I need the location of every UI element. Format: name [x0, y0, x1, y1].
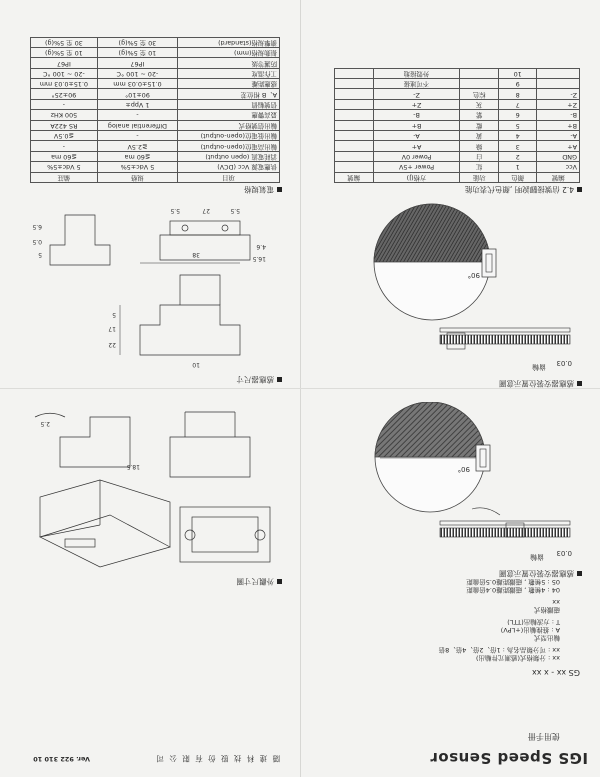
gear-wheel-hatched: [375, 402, 485, 457]
table-cell: 90±10°: [97, 89, 177, 99]
table-cell: [335, 162, 374, 172]
table-cell: [335, 141, 374, 151]
table-row: [31, 47, 280, 57]
table-row: [31, 162, 280, 172]
table-cell: 10 至 5%(g): [97, 47, 177, 57]
table-cell: 6: [498, 110, 536, 120]
table-cell: [335, 120, 374, 130]
table-cell: -20 ~ 100 °C: [31, 68, 98, 78]
table-row: [335, 120, 580, 130]
table-cell: -: [97, 110, 177, 120]
sensor-block: [482, 249, 496, 277]
table-cell: 500 KHz: [31, 110, 98, 120]
table-cell: 5: [498, 120, 536, 130]
table-header-row: [31, 172, 280, 182]
table-cell: B-: [373, 110, 460, 120]
angle-label: 90°: [467, 271, 480, 279]
table-cell: Z-: [373, 89, 460, 99]
dim-label: 22: [108, 341, 116, 348]
dim-label: 27: [202, 207, 210, 214]
table-row: [335, 99, 580, 109]
table-cell: [335, 68, 374, 78]
table-cell: 棕色: [460, 89, 498, 99]
table-cell: 白: [460, 151, 498, 161]
table-cell: 振動規格(mm): [178, 47, 280, 57]
table-cell: A-: [373, 131, 460, 141]
table-cell: 供應電源 Vcc (DCV): [178, 162, 280, 172]
table-cell: A-: [537, 131, 580, 141]
table-cell: [335, 110, 374, 120]
table-row: [31, 120, 280, 130]
table-cell: Vcc: [537, 162, 580, 172]
spec-table-body: [31, 37, 280, 182]
table-cell: 紫: [460, 110, 498, 120]
dim-label: 17: [108, 325, 116, 332]
table-cell: ≧2.5V: [97, 141, 177, 151]
table-cell: ≦0.5V: [31, 131, 98, 141]
model-line: 輸出型式: [534, 634, 560, 642]
table-cell: -: [31, 141, 98, 151]
table-cell: B+: [537, 120, 580, 130]
gear-label: 齒輪: [530, 553, 544, 561]
appearance-drawings: [10, 397, 280, 577]
table-row: [31, 58, 280, 68]
column-header: 編號: [335, 172, 374, 182]
gear-label: 齒輪: [532, 363, 546, 371]
table-cell: 衝擊規格(standard): [178, 37, 280, 47]
model-line: xx : 分類格式(感測元件輸出): [475, 654, 560, 662]
table-row: [31, 131, 280, 141]
table-cell: 不可連接: [373, 79, 460, 89]
table-cell: IP67: [97, 58, 177, 68]
table-row: [335, 68, 580, 78]
section-marker-icon: [277, 377, 282, 382]
table-cell: [335, 131, 374, 141]
table-cell: 8: [498, 89, 536, 99]
dim-label: 4.6: [256, 243, 266, 250]
model-line: xx: [552, 598, 560, 606]
table-header-row: [335, 172, 580, 182]
table-cell: A+: [537, 141, 580, 151]
table-cell: 10: [498, 68, 536, 78]
section-marker-icon: [577, 381, 582, 386]
table-cell: 5 Vdc±5%: [31, 162, 98, 172]
table-row: [335, 151, 580, 161]
table-row: [335, 162, 580, 172]
model-line: 04 : 4極數 , 磁鐵距離0.4倍齒距: [466, 586, 560, 594]
dim-label: 5: [112, 311, 116, 318]
table-cell: Differential analog: [97, 120, 177, 130]
section-electrical: 電氣規格: [244, 184, 282, 195]
gear-rack: [440, 335, 570, 344]
table-cell: 黃: [460, 131, 498, 141]
table-cell: Power 0V: [373, 151, 460, 161]
table-cell: ≦60 ma: [97, 151, 177, 161]
gap-label: 0.03: [556, 359, 572, 367]
column-header: 項目: [178, 172, 280, 182]
table-cell: 2: [498, 151, 536, 161]
table-cell: A、B 相位差: [178, 89, 280, 99]
section-marker-icon: [577, 187, 582, 192]
dim-label: 6.5: [32, 223, 42, 230]
table-cell: 1: [498, 162, 536, 172]
column-header: 編號: [537, 172, 580, 182]
table-cell: [335, 99, 374, 109]
table-cell: [537, 79, 580, 89]
table-cell: 0.15±0.03 mm: [31, 79, 98, 89]
table-cell: GND: [537, 151, 580, 161]
section-install-a: 感應器安裝位置示意圖: [499, 568, 582, 579]
company-name: 隱 達 科 技 股 份 有 限 公 司: [155, 754, 280, 763]
table-row: [335, 141, 580, 151]
table-cell: B+: [373, 120, 460, 130]
table-cell: Power +5V: [373, 162, 460, 172]
dim-label: 0.5: [32, 238, 42, 245]
dim-label: 5.5: [170, 207, 180, 214]
dim-label: 5.5: [230, 207, 240, 214]
spec-table: [30, 37, 280, 183]
table-row: [31, 68, 280, 78]
dimension-drawings: [10, 205, 280, 375]
model-code: GS xx - x xx: [531, 668, 580, 677]
dim-label: 5: [38, 251, 42, 258]
table-cell: 灰: [460, 99, 498, 109]
section-dimensions: 感應器尺寸: [237, 374, 283, 385]
table-cell: [460, 79, 498, 89]
table-cell: -: [97, 131, 177, 141]
table-cell: A+: [373, 141, 460, 151]
table-row: [335, 79, 580, 89]
table-cell: 90±25°: [31, 89, 98, 99]
table-cell: Z-: [537, 89, 580, 99]
install-diagram-b: [340, 202, 580, 377]
table-cell: -: [31, 99, 98, 109]
table-cell: [537, 68, 580, 78]
table-cell: 30 至 5%(g): [97, 37, 177, 47]
table-cell: 最高響應: [178, 110, 280, 120]
table-cell: 輸出高電位(open-output): [178, 141, 280, 151]
manual-subtitle: 使用手冊: [528, 732, 560, 741]
dim-label: 10: [192, 361, 200, 368]
table-row: [31, 141, 280, 151]
table-cell: IP67: [31, 58, 98, 68]
column-header: 備註: [31, 172, 98, 182]
table-cell: 9: [498, 79, 536, 89]
angle-label: 90°: [457, 465, 470, 473]
section-marker-icon: [277, 579, 282, 584]
table-cell: Z+: [537, 99, 580, 109]
gear-rack: [440, 528, 570, 537]
table-cell: Z+: [373, 99, 460, 109]
table-cell: -20 ~ 100 °C: [97, 68, 177, 78]
model-code-list: [439, 578, 560, 662]
dim-view-side: [140, 305, 240, 355]
product-title: IGS Speed Sensor: [429, 749, 588, 767]
table-cell: 輸出信號格式: [178, 120, 280, 130]
table-cell: [335, 89, 374, 99]
table-row: [335, 89, 580, 99]
dim-label: 16.5: [252, 255, 266, 262]
dim-view-top: [160, 235, 250, 260]
table-cell: 工作溫度: [178, 68, 280, 78]
table-cell: B-: [537, 110, 580, 120]
table-row: [31, 110, 280, 120]
table-cell: 30 至 5%(g): [31, 37, 98, 47]
sensor-iso-view: [40, 515, 170, 567]
model-line: 05 : 5極數 , 磁鐵距離0.5倍齒距: [466, 578, 560, 586]
pin-table: [334, 68, 580, 183]
table-row: [31, 151, 280, 161]
version-label: Ver. 922 310 10: [33, 755, 90, 763]
table-cell: RS 422A: [31, 120, 98, 130]
gear-base: [440, 521, 570, 525]
column-header: 功能: [460, 172, 498, 182]
table-cell: 3: [498, 141, 536, 151]
install-diagram-a: [340, 402, 580, 567]
model-line: A : 推挽輸出(+LPV): [500, 626, 560, 634]
dim-label: 18.5: [126, 463, 140, 470]
column-header: 方格(J): [373, 172, 460, 182]
dim-label: 2.5: [40, 420, 50, 427]
table-row: [31, 89, 280, 99]
model-line: xx : 可分類品名為 : 1倍、2倍、4倍、8倍: [438, 646, 560, 654]
table-row: [31, 99, 280, 109]
table-cell: 輸出低電位(open-output): [178, 131, 280, 141]
section-appearance: 外觀尺寸圖: [237, 576, 283, 587]
table-row: [31, 79, 280, 89]
model-line: 磁鐵格式: [534, 606, 560, 614]
table-cell: 0.15±0.03 mm: [97, 79, 177, 89]
table-cell: 紅: [460, 162, 498, 172]
section-marker-icon: [277, 187, 282, 192]
sensor-front-view: [60, 417, 130, 467]
table-row: [31, 37, 280, 47]
table-cell: 藍: [460, 120, 498, 130]
section-marker-icon: [577, 571, 582, 576]
table-cell: [460, 68, 498, 78]
column-header: 規格: [97, 172, 177, 182]
dim-label: 38: [192, 251, 200, 258]
table-cell: [335, 151, 374, 161]
table-cell: 防護等級: [178, 58, 280, 68]
dim-view-front: [50, 215, 110, 265]
table-row: [335, 110, 580, 120]
table-cell: 感應距離: [178, 79, 280, 89]
section-pinout: 4.2 信號接腳說明 ,顏色代表功能: [465, 184, 582, 195]
gear-base: [440, 328, 570, 332]
table-cell: ≦60 ma: [31, 151, 98, 161]
sensor-side-view: [170, 437, 250, 477]
column-header: 顏色: [498, 172, 536, 182]
table-row: [335, 131, 580, 141]
pin-table-body: [335, 68, 580, 182]
table-cell: 10 至 5%(g): [31, 47, 98, 57]
gap-label: 0.03: [556, 549, 572, 557]
sensor-top-view: [180, 507, 270, 562]
table-cell: 4: [498, 131, 536, 141]
section-install-b: 感應器安裝位置示意圖: [499, 378, 582, 389]
model-line: T : 方波輸出(TTL): [507, 618, 560, 626]
table-cell: 信號幅值: [178, 99, 280, 109]
gear-wheel-hatched: [374, 204, 490, 262]
table-cell: 消耗電流 (open output): [178, 151, 280, 161]
table-cell: 綠: [460, 141, 498, 151]
table-cell: 7: [498, 99, 536, 109]
table-cell: [335, 79, 374, 89]
table-cell: 1 Vpp±: [97, 99, 177, 109]
table-cell: 5 Vdc±5%: [97, 162, 177, 172]
table-cell: 外殼接地: [373, 68, 460, 78]
